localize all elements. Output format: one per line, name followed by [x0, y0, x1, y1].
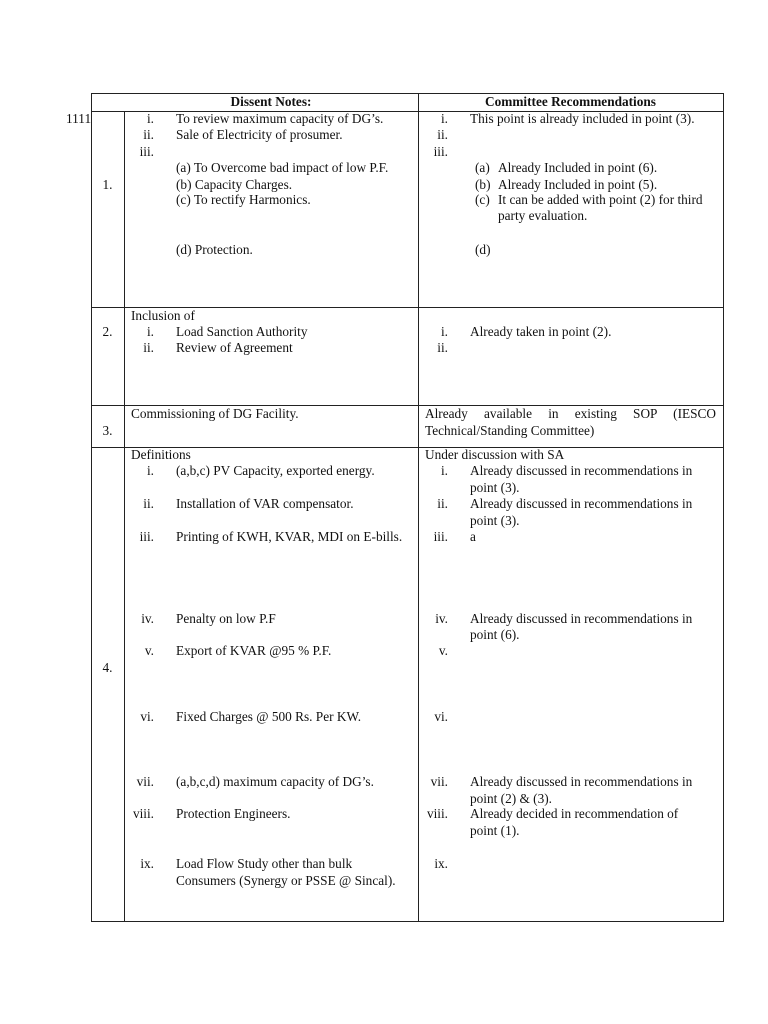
dissent-item: Load Sanction Authority	[176, 324, 308, 339]
list-marker: vi.	[434, 709, 448, 724]
recommendation-item: point (1).	[470, 823, 520, 838]
list-marker: ix.	[434, 856, 448, 871]
list-marker: vii.	[136, 774, 154, 789]
list-marker: iii.	[139, 529, 154, 544]
recommendation-item: point (2) & (3).	[470, 791, 552, 806]
list-marker: v.	[144, 643, 154, 658]
recommendation-item: Already discussed in recommendations in	[470, 774, 693, 789]
dissent-subitem: (a) To Overcome bad impact of low P.F.	[176, 160, 389, 175]
dissent-subitem: (b) Capacity Charges.	[176, 177, 293, 192]
dissent-item: Load Flow Study other than bulk	[176, 856, 353, 871]
header-committee-recommendations: Committee Recommendations	[485, 94, 656, 109]
dissent-intro: Definitions	[131, 447, 191, 462]
list-marker: (b)	[475, 177, 491, 192]
list-marker: ii.	[143, 340, 154, 355]
recommendation-intro: Under discussion with SA	[425, 447, 565, 462]
recommendation-item: Already taken in point (2).	[470, 324, 612, 339]
dissent-item: To review maximum capacity of DG’s.	[176, 111, 384, 126]
list-marker: iii.	[433, 529, 448, 544]
recommendation-item: Technical/Standing Committee)	[425, 423, 595, 438]
row-number: 2.	[102, 324, 113, 339]
list-marker: i.	[440, 463, 448, 478]
recommendation-item: point (6).	[470, 627, 520, 642]
dissent-item: Export of KVAR @95 % P.F.	[176, 643, 332, 658]
recommendation-item: Already decided in recommendation of	[470, 806, 679, 821]
list-marker: iii.	[139, 144, 154, 159]
dissent-item: Commissioning of DG Facility.	[131, 406, 299, 421]
recommendation-item: a	[470, 529, 476, 544]
dissent-item: Printing of KWH, KVAR, MDI on E-bills.	[176, 529, 403, 544]
row-number: 3.	[102, 423, 113, 438]
row-number: 1.	[102, 177, 113, 192]
list-marker: i.	[146, 324, 154, 339]
list-marker: ii.	[143, 127, 154, 142]
list-marker: (d)	[475, 242, 491, 257]
recommendation-item: Already discussed in recommendations in	[470, 496, 693, 511]
dissent-item: Protection Engineers.	[176, 806, 291, 821]
dissent-subitem: (d) Protection.	[176, 242, 253, 257]
dissent-item: Fixed Charges @ 500 Rs. Per KW.	[176, 709, 362, 724]
list-marker: (a)	[475, 160, 490, 175]
list-marker: vii.	[430, 774, 448, 789]
recommendation-item: point (3).	[470, 513, 520, 528]
recommendation-item: This point is already included in point (3).	[470, 111, 695, 126]
list-marker: ii.	[437, 340, 448, 355]
row-number: 4.	[102, 660, 113, 675]
list-marker: viii.	[426, 806, 448, 821]
dissent-item: Installation of VAR compensator.	[176, 496, 354, 511]
list-marker: iv.	[141, 611, 154, 626]
dissent-item: Consumers (Synergy or PSSE @ Sincal).	[176, 873, 396, 888]
recommendation-item: Already available in existing SOP (IESCO	[425, 406, 716, 421]
dissent-item: (a,b,c) PV Capacity, exported energy.	[176, 463, 375, 478]
list-marker: ii.	[437, 127, 448, 142]
recommendation-item: Already discussed in recommendations in	[470, 463, 693, 478]
list-marker: iii.	[433, 144, 448, 159]
list-marker: i.	[440, 111, 448, 126]
recommendation-subitem: Already Included in point (6).	[498, 160, 658, 175]
list-marker: ii.	[143, 496, 154, 511]
list-marker: i.	[146, 111, 154, 126]
dissent-item: Review of Agreement	[176, 340, 293, 355]
dissent-item: Penalty on low P.F	[176, 611, 276, 626]
recommendation-subitem: It can be added with point (2) for third	[498, 192, 703, 207]
recommendation-subitem: Already Included in point (5).	[498, 177, 658, 192]
recommendation-item: Already discussed in recommendations in	[470, 611, 693, 626]
list-marker: v.	[438, 643, 448, 658]
recommendation-item: point (3).	[470, 480, 520, 495]
list-marker: viii.	[132, 806, 154, 821]
dissent-item: Sale of Electricity of prosumer.	[176, 127, 343, 142]
dissent-subitem: (c) To rectify Harmonics.	[176, 192, 311, 207]
list-marker: i.	[440, 324, 448, 339]
header-dissent-notes: Dissent Notes:	[230, 94, 312, 109]
list-marker: ix.	[140, 856, 154, 871]
list-marker: iv.	[435, 611, 448, 626]
list-marker: (c)	[475, 192, 490, 207]
list-marker: vi.	[140, 709, 154, 724]
dissent-intro: Inclusion of	[131, 308, 195, 323]
recommendation-subitem: party evaluation.	[498, 208, 588, 223]
dissent-item: (a,b,c,d) maximum capacity of DG’s.	[176, 774, 374, 789]
margin-note: 1111	[66, 111, 92, 126]
list-marker: i.	[146, 463, 154, 478]
list-marker: ii.	[437, 496, 448, 511]
